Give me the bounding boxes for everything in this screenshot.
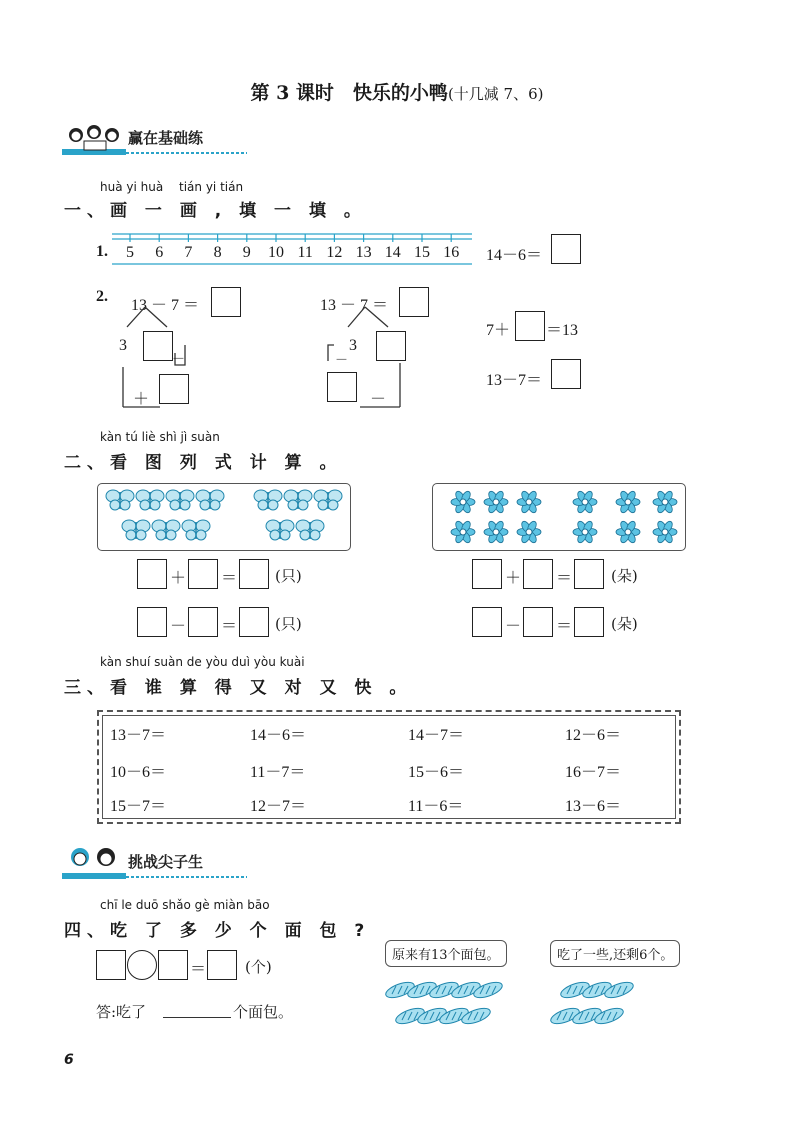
answer-box[interactable] xyxy=(158,950,188,980)
q3-pinyin: kàn shuí suàn de yòu duì yòu kuài xyxy=(100,655,305,669)
answer-prefix: 答:吃了 xyxy=(96,1003,147,1021)
unit-label: (朵) xyxy=(611,567,638,585)
mid-minus2: － xyxy=(370,391,387,408)
q2-pinyin: kàn tú liè shì jì suàn xyxy=(100,430,220,444)
flower-icon xyxy=(517,520,541,544)
arithmetic-item: 11－7＝ xyxy=(250,764,306,781)
butterfly-icon xyxy=(196,490,224,510)
answer-box[interactable] xyxy=(239,559,269,589)
op-equals: ＝ xyxy=(221,570,238,587)
answer-box[interactable] xyxy=(472,607,502,637)
flower-icon xyxy=(451,490,475,514)
unit-label: (朵) xyxy=(611,615,638,633)
answer-box[interactable] xyxy=(551,234,581,264)
ruler-number: 5 xyxy=(126,244,134,261)
butterfly-icon xyxy=(284,490,312,510)
butterfly-icon xyxy=(106,490,134,510)
mid-expr: 13 － 7 ＝ xyxy=(320,297,389,314)
page-number: 6 xyxy=(64,1052,74,1068)
unit-label: (个) xyxy=(245,958,272,976)
arithmetic-item: 13－6＝ xyxy=(565,798,622,815)
flower-icon xyxy=(517,490,541,514)
answer-box[interactable] xyxy=(188,559,218,589)
title-sub: (十几减 7、6) xyxy=(447,85,544,103)
mid-split: 3 xyxy=(349,337,357,354)
arithmetic-item: 10－6＝ xyxy=(110,764,167,781)
answer-box[interactable] xyxy=(515,311,545,341)
ruler-number: 15 xyxy=(414,244,430,261)
speech-bubble: 原来有13个面包。 xyxy=(385,940,507,967)
title-main: 第 3 课时 快乐的小鸭 xyxy=(250,82,448,104)
answer-box[interactable] xyxy=(574,607,604,637)
op-minus: － xyxy=(505,618,522,635)
arithmetic-item: 15－6＝ xyxy=(408,764,465,781)
answer-box[interactable] xyxy=(327,372,357,402)
ruler-number: 14 xyxy=(384,244,401,261)
arithmetic-item: 12－6＝ xyxy=(565,727,622,744)
right-eq1-b: ＝13 xyxy=(546,322,579,339)
bread-icon xyxy=(385,970,715,1045)
answer-box[interactable] xyxy=(137,559,167,589)
badge-label: 挑战尖子生 xyxy=(128,853,204,871)
flower-icon xyxy=(484,490,508,514)
arithmetic-item: 13－7＝ xyxy=(110,727,167,744)
left-minus: － xyxy=(172,351,186,366)
butterfly-icon xyxy=(254,490,282,510)
answer-box[interactable] xyxy=(137,607,167,637)
op-equals: ＝ xyxy=(221,618,238,635)
section-badge-challenge xyxy=(62,845,247,871)
q4-heading: 四、吃 了 多 少 个 面 包 ? xyxy=(64,921,371,941)
flower-icon xyxy=(616,520,640,544)
arithmetic-item: 12－7＝ xyxy=(250,798,307,815)
ruler-number: 13 xyxy=(355,244,372,261)
flower-icon xyxy=(573,490,597,514)
answer-box[interactable] xyxy=(523,607,553,637)
q1-pinyin: huà yi huà tián yi tián xyxy=(100,180,244,194)
ruler-number: 9 xyxy=(242,244,251,261)
ruler-number: 12 xyxy=(326,244,343,261)
answer-box[interactable] xyxy=(574,559,604,589)
arithmetic-item: 11－6＝ xyxy=(408,798,464,815)
answer-suffix: 个面包。 xyxy=(233,1003,294,1021)
flower-icon xyxy=(653,520,677,544)
butterfly-icon xyxy=(296,520,324,540)
butterfly-icon xyxy=(166,490,194,510)
page-title xyxy=(0,78,794,105)
flower-icon xyxy=(616,490,640,514)
speech-bubble: 吃了一些,还剩6个。 xyxy=(550,940,680,967)
answer-box[interactable] xyxy=(472,559,502,589)
butterfly-icon xyxy=(98,484,350,550)
ruler-number: 16 xyxy=(443,244,460,261)
q2-heading: 二、看 图 列 式 计 算 。 xyxy=(64,453,343,473)
unit-label: (只) xyxy=(275,615,302,633)
op-equals: ＝ xyxy=(556,570,573,587)
flower-icon xyxy=(573,520,597,544)
flower-panel xyxy=(432,483,686,551)
answer-box[interactable] xyxy=(207,950,237,980)
answer-box[interactable] xyxy=(188,607,218,637)
q1-item1-equation: 14－6＝ xyxy=(486,247,543,264)
flower-icon xyxy=(451,520,475,544)
ruler-number: 6 xyxy=(155,244,164,261)
q1-item1-label: 1. xyxy=(96,243,108,260)
arithmetic-item: 16－7＝ xyxy=(565,764,622,781)
flower-icon xyxy=(484,520,508,544)
ruler-number: 8 xyxy=(213,244,222,261)
answer-box[interactable] xyxy=(159,374,189,404)
flower-icon xyxy=(653,490,677,514)
q1-heading: 一、画 一 画 , 填 一 填 。 xyxy=(64,201,367,221)
right-eq1-a: 7＋ xyxy=(486,322,511,339)
butterfly-icon xyxy=(182,520,210,540)
q4-pinyin: chī le duō shǎo gè miàn bāo xyxy=(100,898,270,912)
op-equals: ＝ xyxy=(190,961,207,978)
flower-icon xyxy=(433,484,685,550)
ruler-number: 7 xyxy=(184,244,193,261)
mid-minus: － xyxy=(335,352,349,367)
answer-box[interactable] xyxy=(239,607,269,637)
answer-blank[interactable] xyxy=(163,1017,231,1018)
butterfly-panel xyxy=(97,483,351,551)
answer-box[interactable] xyxy=(376,331,406,361)
op-plus: ＋ xyxy=(170,570,187,587)
op-minus: － xyxy=(170,618,187,635)
q3-heading: 三、看 谁 算 得 又 对 又 快 。 xyxy=(64,678,413,698)
butterfly-icon xyxy=(314,490,342,510)
op-plus: ＋ xyxy=(505,570,522,587)
q1-item2-label: 2. xyxy=(96,288,108,305)
answer-box[interactable] xyxy=(143,331,173,361)
answer-box[interactable] xyxy=(551,359,581,389)
ruler-number: 11 xyxy=(297,244,313,261)
butterfly-icon xyxy=(136,490,164,510)
left-split: 3 xyxy=(119,337,127,354)
arithmetic-item: 14－7＝ xyxy=(408,727,465,744)
section-badge-basic xyxy=(62,125,247,151)
answer-box[interactable] xyxy=(211,287,241,317)
butterfly-icon xyxy=(122,520,150,540)
butterfly-icon xyxy=(152,520,180,540)
answer-box[interactable] xyxy=(96,950,126,980)
right-eq2: 13－7＝ xyxy=(486,372,543,389)
butterfly-icon xyxy=(266,520,294,540)
operator-circle[interactable] xyxy=(127,950,157,980)
unit-label: (只) xyxy=(275,567,302,585)
left-expr: 13 － 7 ＝ xyxy=(131,297,200,314)
ruler-number: 10 xyxy=(268,244,284,261)
badge-label: 赢在基础练 xyxy=(128,129,204,147)
arithmetic-item: 15－7＝ xyxy=(110,798,167,815)
arithmetic-item: 14－6＝ xyxy=(250,727,307,744)
answer-box[interactable] xyxy=(523,559,553,589)
left-plus: ＋ xyxy=(133,391,150,408)
op-equals: ＝ xyxy=(556,618,573,635)
